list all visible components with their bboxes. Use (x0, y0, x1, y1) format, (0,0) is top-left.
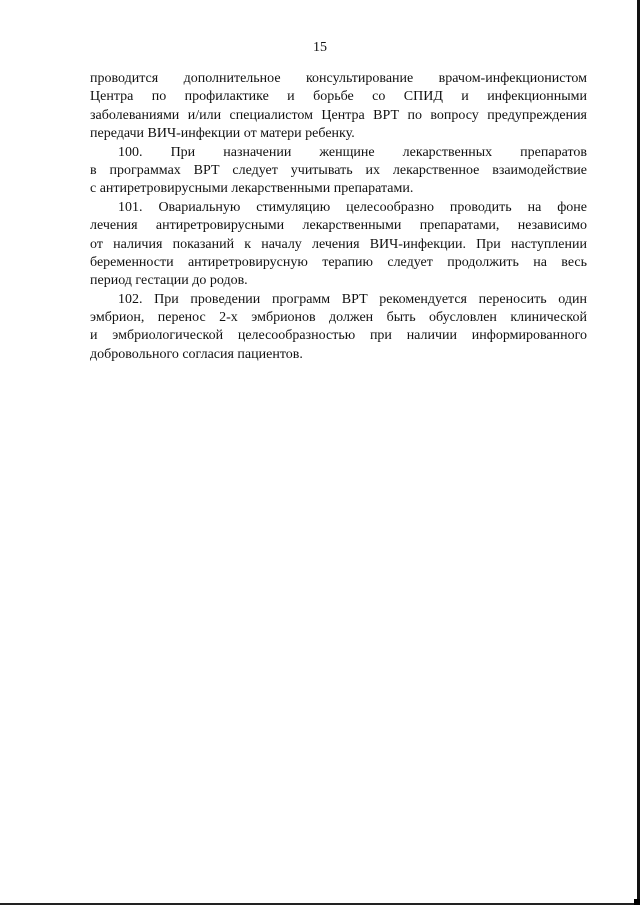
page-number: 15 (313, 40, 327, 55)
paragraph-101 (90, 199, 587, 291)
text-line: передачи ВИЧ-инфекции от матери ребенку. (90, 126, 355, 142)
text-line: 100. При назначении женщине лекарственных препаратов (118, 144, 587, 160)
text-line: от наличия показаний к началу лечения ВИЧ-инфекции. При наступлении (90, 236, 587, 252)
text-line: лечения антиретровирусными лекарственными препаратами, независимо (90, 218, 587, 234)
text-line: с антиретровирусными лекарственными препаратами. (90, 181, 414, 197)
text-line: добровольного согласия пациентов. (90, 346, 303, 362)
text-line: 101. Овариальную стимуляцию целесообразно проводить на фоне (118, 199, 587, 215)
text-line: 102. При проведении программ ВРТ рекомендуется переносить один (118, 291, 587, 307)
text-line: беременности антиретровирусную терапию следует продолжить на весь (90, 254, 587, 270)
document-body (90, 70, 587, 364)
text-line: и эмбриологической целесообразностью при наличии информированного (90, 328, 587, 344)
text-line: в программах ВРТ следует учитывать их лекарственное взаимодействие (90, 162, 587, 178)
text-line: заболеваниями и/или специалистом Центра ВРТ по вопросу предупреждения (90, 107, 587, 123)
scan-edge-corner (634, 899, 640, 905)
text-line: период гестации до родов. (90, 273, 248, 289)
paragraph-100 (90, 144, 587, 199)
text-line: Центра по профилактике и борьбе со СПИД и инфекционными (90, 89, 587, 105)
paragraph-102 (90, 291, 587, 365)
text-line: проводится дополнительное консультирование врачом-инфекционистом (90, 71, 587, 86)
text-line: эмбрион, перенос 2-х эмбрионов должен быть обусловлен клинической (90, 310, 587, 326)
paragraph-continuation (90, 70, 587, 144)
